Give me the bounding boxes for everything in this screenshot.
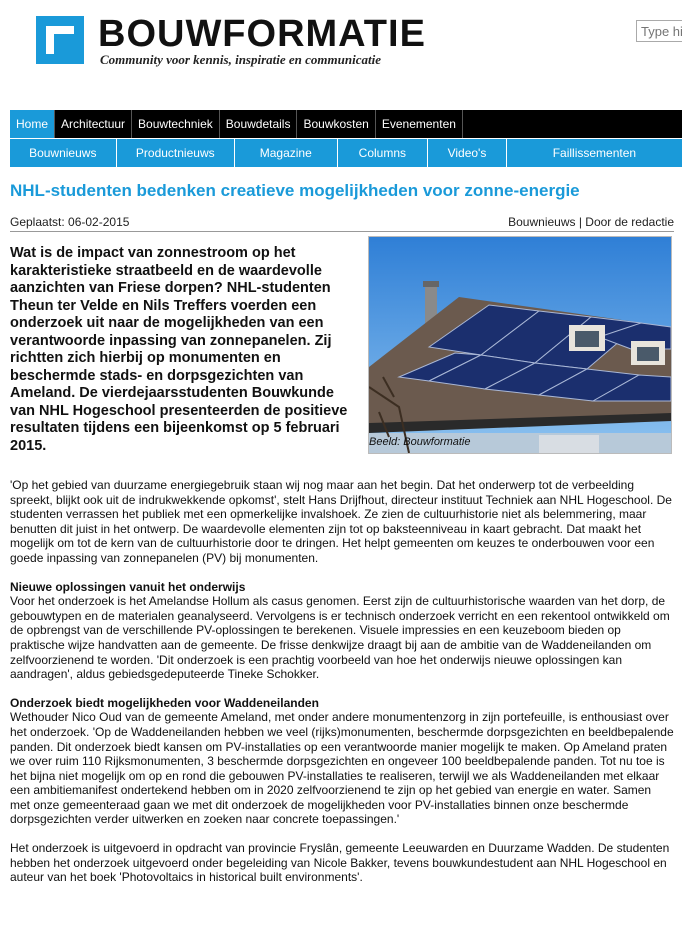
article-paragraph: Wethouder Nico Oud van de gemeente Ameland, met onder andere monumentenzorg in zijn portefeuille, is enthousiast over het onderzoek. 'Op de Waddeneilanden hebben we veel (rijks)monumenten, beschermde dorpsgezichten en beeldbepalende panden. Dit onderzoek biedt kansen om PV-installaties op een verantwoorde manier mogelijk te maken. Op Ameland praten we over ruim 110 Rijksmonumenten, 3 beschermde dorpsgezichten en ongeveer 100 beeldbepalende panden. Tot nu toe is het bijna niet mogelijk om op en rond die gebouwen PV-installaties te realiseren, terwijl we als Waddeneilanden met elkaar een ambitiemanifest ondertekend hebben om in 2020 zelfvoorzienend te zijn op het gebied van energie en water. Samen met onze gemeenteraad gaan we met dit onderzoek de mogelijkheden voor PV-installaties binnen onze beschermde dorpsgezichten verder uitwerken en zoeken naar concrete toepassingen.' bbox=[10, 710, 674, 827]
meta-divider bbox=[10, 231, 674, 232]
article-image bbox=[368, 236, 672, 454]
nav-item-productnieuws[interactable]: Productnieuws bbox=[117, 139, 235, 167]
nav-item-bouwnieuws[interactable]: Bouwnieuws bbox=[10, 139, 117, 167]
nav-item-evenementen[interactable]: Evenementen bbox=[376, 110, 463, 138]
nav-item-columns[interactable]: Columns bbox=[338, 139, 429, 167]
nav-item-bouwtechniek[interactable]: Bouwtechniek bbox=[132, 110, 220, 138]
article-date: Geplaatst: 06-02-2015 bbox=[10, 215, 130, 229]
solar-roof-illustration bbox=[369, 237, 671, 453]
search-input[interactable] bbox=[636, 20, 682, 42]
secondary-nav bbox=[10, 139, 682, 167]
logo-mark-center bbox=[54, 34, 74, 54]
article-subheading: Nieuwe oplossingen vanuit het onderwijs bbox=[10, 579, 246, 594]
article-paragraph: 'Op het gebied van duurzame energiegebruik staan wij nog maar aan het begin. Dat het onderwerp tot de verbeelding spreekt, blijkt ook uit de indrukwekkende opkomst', stelt Hans Drijfhout, directeur instituut Techniek aan NHL Hogeschool. De studenten verrassen het publiek met een opmerkelijke invalshoek. Ze zien de cultuurhistorie niet als belemmering, maar benutten dit juist in het ontwerp. De waardevolle elementen zijn tot op baksteenniveau in kaart gebracht. Dat maakt het mogelijk om tot de kern van de cultuurhistorie door te dringen. Het helpt gemeenten om keuzes te onderbouwen voor een goede inpassing van zonnepanelen (PV) bij monumenten. bbox=[10, 478, 672, 565]
article-paragraph: Het onderzoek is uitgevoerd in opdracht van provincie Fryslân, gemeente Leeuwarden en Duurzame Wadden. De studenten hebben het onderzoek uitgevoerd onder begeleiding van Nicole Bakker, tevens bouwkundestudent aan NHL Hogeschool en auteur van het boek 'Photovoltaics in historical built environments'. bbox=[10, 841, 670, 885]
nav-item-home[interactable]: Home bbox=[10, 110, 55, 138]
nav-item-magazine[interactable]: Magazine bbox=[235, 139, 338, 167]
nav-item-architectuur[interactable]: Architectuur bbox=[55, 110, 132, 138]
article-subheading: Onderzoek biedt mogelijkheden voor Waddeneilanden bbox=[10, 695, 319, 710]
nav-item-bouwdetails[interactable]: Bouwdetails bbox=[220, 110, 298, 138]
article-lead: Wat is de impact van zonnestroom op het karakteristieke straatbeeld en de waardevolle aanzichten van Friese dorpen? NHL-studenten Theun ter Velde en Nils Treffers voerden een onderzoek uit naar de mogelijkheden van een verantwoorde inpassing van zonnepanelen. Zij richtten zich hierbij op monumenten en beschermde stads- en dorpsgezichten van Ameland. De vierdejaarsstudenten Bouwkunde van NHL Hogeschool presenteerden de positieve resultaten tijdens een bijeenkomst op 5 februari 2015. bbox=[10, 245, 348, 454]
image-caption: Beeld: Bouwformatie bbox=[369, 436, 471, 448]
nav-item-videos[interactable]: Video's bbox=[428, 139, 507, 167]
nav-item-faillissementen[interactable]: Faillissementen bbox=[552, 146, 637, 160]
article-body bbox=[10, 478, 674, 899]
nav-item-bouwkosten[interactable]: Bouwkosten bbox=[297, 110, 375, 138]
article-title: NHL-studenten bedenken creatieve mogelijkheden voor zonne-energie bbox=[10, 181, 580, 200]
primary-nav bbox=[10, 110, 682, 138]
article-paragraph: Voor het onderzoek is het Amelandse Hollum als casus genomen. Eerst zijn de cultuurhistorische waarden van het dorp, de gebouwtypen en de materialen geanalyseerd. Vervolgens is er technisch onderzoek verricht en een rekentool ontwikkeld om de opbrengst van de verschillende PV-oplossingen te berekenen. Visuele impressies en een keuzeboom bieden op praktische wijze handvatten aan de gemeente. De frisse denkwijze draagt bij aan de ambitie van de Waddeneilanden om zelfvoorzienend te worden. 'Dit onderzoek is een prachtig voorbeeld van hoe het onderwijs nieuwe oplossingen kan aandragen', aldus gebiedsgedeputeerde Tineke Schokker. bbox=[10, 594, 670, 682]
article-category-author[interactable]: Bouwnieuws | Door de redactie bbox=[508, 215, 674, 229]
brand-tagline: Community voor kennis, inspiratie en communicatie bbox=[100, 52, 381, 67]
brand-name[interactable]: BOUWFORMATIE bbox=[98, 13, 426, 55]
